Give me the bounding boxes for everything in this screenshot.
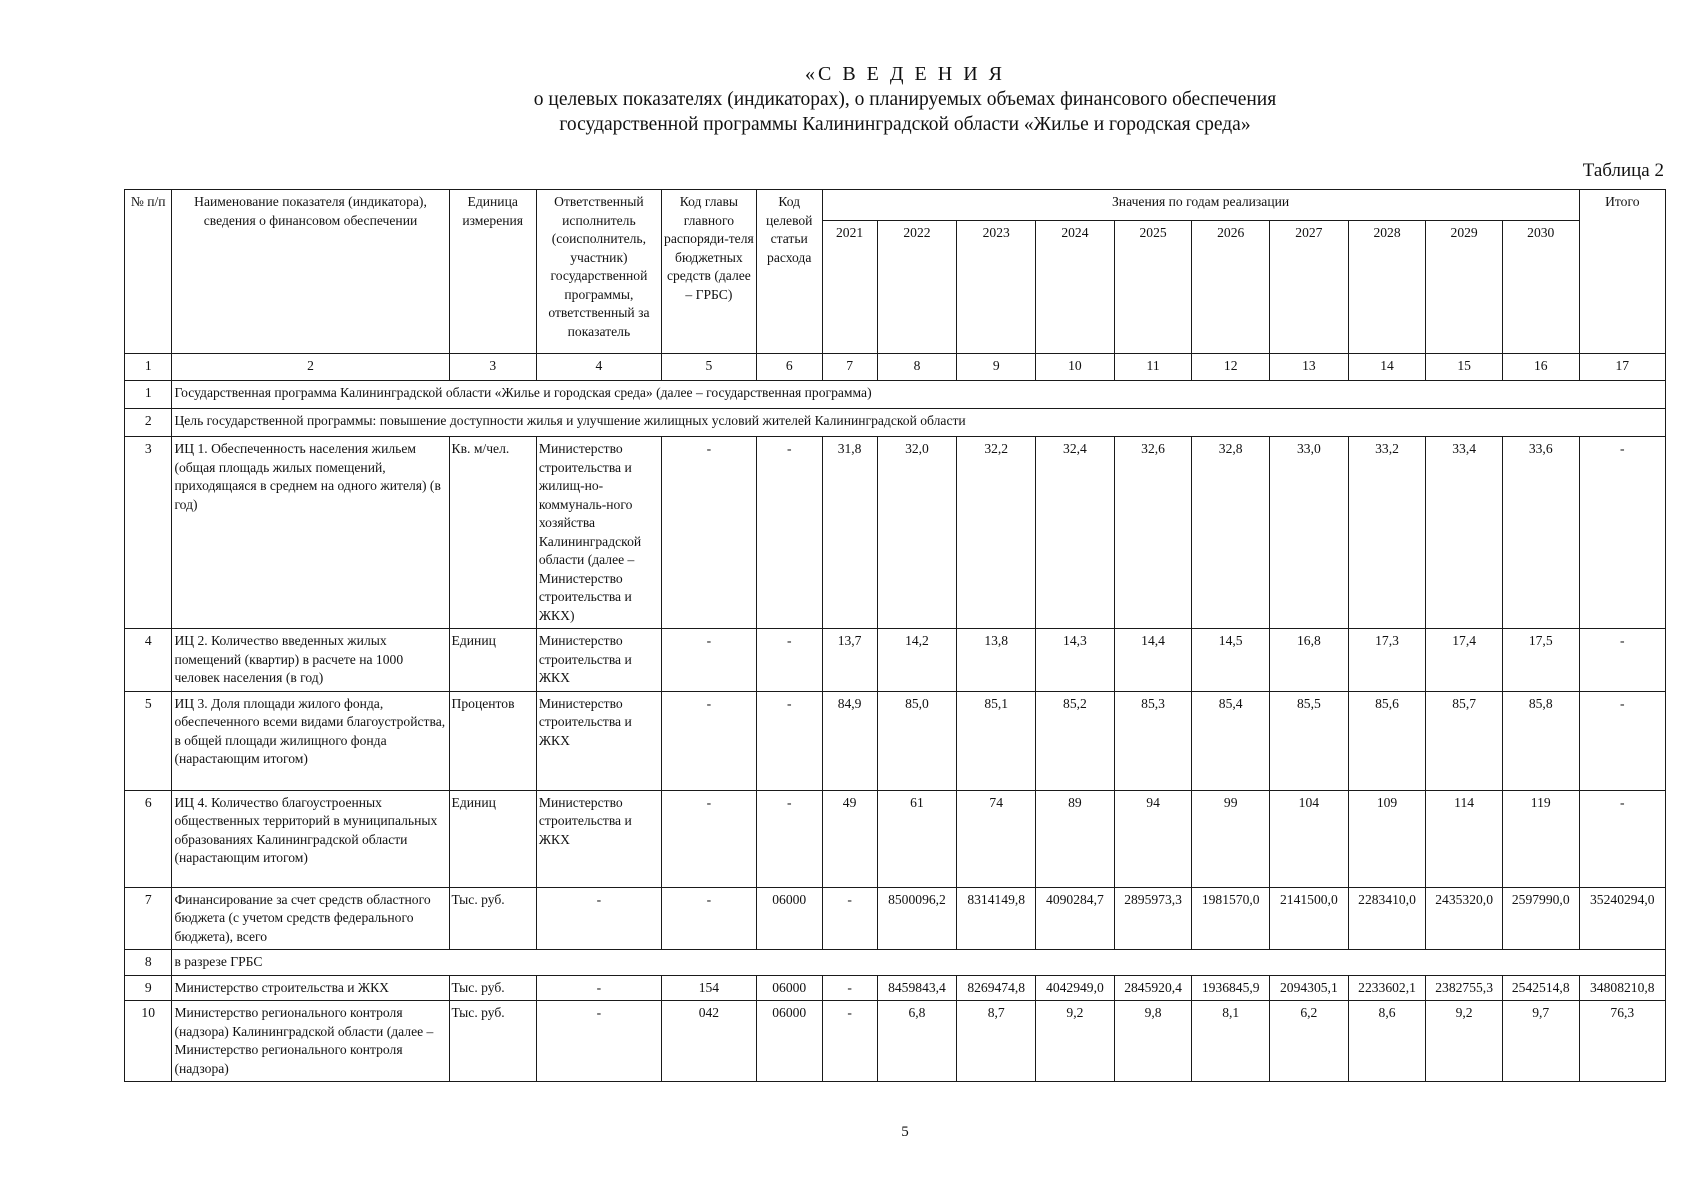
header-year-2025: 2025 (1114, 221, 1192, 354)
year-value: 49 (822, 790, 877, 887)
kcs-code: - (756, 437, 822, 629)
table-row (125, 1001, 1666, 1082)
year-value: 33,6 (1502, 437, 1579, 629)
year-value: 9,8 (1114, 1001, 1192, 1082)
header-years-group: Значения по годам реализации (822, 190, 1579, 221)
header-year-2026: 2026 (1192, 221, 1270, 354)
row-number: 1 (125, 381, 172, 409)
year-value: 119 (1502, 790, 1579, 887)
year-value: 4090284,7 (1036, 887, 1115, 950)
column-number: 5 (661, 354, 756, 381)
grbs-code: - (661, 629, 756, 692)
column-number: 10 (1036, 354, 1115, 381)
column-number: 17 (1579, 354, 1665, 381)
year-value: 2597990,0 (1502, 887, 1579, 950)
kcs-code: 06000 (756, 887, 822, 950)
indicator-name: ИЦ 1. Обеспеченность населения жильем (общая площадь жилых помещений, приходящаяся в среднем на одного жителя) (в год) (172, 437, 449, 629)
year-value: 13,7 (822, 629, 877, 692)
responsible-cell: Министерство строительства и ЖКХ (536, 790, 661, 887)
column-number: 15 (1426, 354, 1503, 381)
header-year-2029: 2029 (1426, 221, 1503, 354)
column-number: 3 (449, 354, 536, 381)
responsible-cell: - (536, 887, 661, 950)
year-value: 2845920,4 (1114, 975, 1192, 1001)
grbs-code: - (661, 437, 756, 629)
kcs-code: - (756, 691, 822, 790)
year-value: - (822, 975, 877, 1001)
year-value: 8459843,4 (877, 975, 957, 1001)
year-value: 2895973,3 (1114, 887, 1192, 950)
year-value: 84,9 (822, 691, 877, 790)
year-value: 1936845,9 (1192, 975, 1270, 1001)
section-heading: Цель государственной программы: повышение доступности жилья и улучшение жилищных условий жителей Калининградской области (172, 409, 1666, 437)
row-number: 5 (125, 691, 172, 790)
year-value: 85,8 (1502, 691, 1579, 790)
row-number: 4 (125, 629, 172, 692)
page-number: 5 (901, 1124, 909, 1140)
column-number: 16 (1502, 354, 1579, 381)
title-line-3: государственной программы Калининградской области «Жилье и городская среда» (559, 114, 1251, 135)
year-value: 17,4 (1426, 629, 1503, 692)
table-row (125, 437, 1666, 629)
year-value: 2283410,0 (1348, 887, 1426, 950)
year-value: 85,0 (877, 691, 957, 790)
header-year-2022: 2022 (877, 221, 957, 354)
year-value: 8269474,8 (957, 975, 1036, 1001)
section-heading: Государственная программа Калининградской области «Жилье и городская среда» (далее – государственная программа) (172, 381, 1666, 409)
grbs-code: 154 (661, 975, 756, 1001)
header-unit: Единица измерения (449, 190, 536, 354)
column-number: 8 (877, 354, 957, 381)
year-value: 2141500,0 (1270, 887, 1349, 950)
header-year-2030: 2030 (1502, 221, 1579, 354)
indicator-name: ИЦ 3. Доля площади жилого фонда, обеспеченного всеми видами благоустройства, в общей площади жилищного фонда (нарастающим итогом) (172, 691, 449, 790)
year-value: 8314149,8 (957, 887, 1036, 950)
year-value: 8,7 (957, 1001, 1036, 1082)
year-value: 32,0 (877, 437, 957, 629)
year-value: 14,3 (1036, 629, 1115, 692)
document-title (0, 62, 1699, 137)
year-value: 74 (957, 790, 1036, 887)
unit-cell: Тыс. руб. (449, 975, 536, 1001)
year-value: 85,7 (1426, 691, 1503, 790)
unit-cell: Тыс. руб. (449, 887, 536, 950)
year-value: 33,0 (1270, 437, 1349, 629)
column-number: 11 (1114, 354, 1192, 381)
title-line-2: о целевых показателях (индикаторах), о планируемых объемах финансового обеспечения (533, 89, 1277, 110)
table-row (125, 950, 1666, 976)
grbs-code: 042 (661, 1001, 756, 1082)
column-number: 4 (536, 354, 661, 381)
header-row-1 (125, 190, 1666, 221)
responsible-cell: - (536, 1001, 661, 1082)
year-value: 32,4 (1036, 437, 1115, 629)
header-name: Наименование показателя (индикатора), сведения о финансовом обеспечении (172, 190, 449, 354)
year-value: 8500096,2 (877, 887, 957, 950)
year-value: 104 (1270, 790, 1349, 887)
year-value: 33,4 (1426, 437, 1503, 629)
total-value: - (1579, 437, 1665, 629)
year-value: 8,6 (1348, 1001, 1426, 1082)
year-value: 14,4 (1114, 629, 1192, 692)
total-value: - (1579, 790, 1665, 887)
total-value: 76,3 (1579, 1001, 1665, 1082)
unit-cell: Кв. м/чел. (449, 437, 536, 629)
header-n: № п/п (125, 190, 172, 354)
total-value: - (1579, 629, 1665, 692)
responsible-cell: Министерство строительства и ЖКХ (536, 691, 661, 790)
indicator-name: ИЦ 2. Количество введенных жилых помещений (квартир) в расчете на 1000 человек населения (в год) (172, 629, 449, 692)
column-number: 2 (172, 354, 449, 381)
header-year-2024: 2024 (1036, 221, 1115, 354)
year-value: 61 (877, 790, 957, 887)
year-value: 2233602,1 (1348, 975, 1426, 1001)
total-value: 35240294,0 (1579, 887, 1665, 950)
responsible-cell: - (536, 975, 661, 1001)
column-number: 12 (1192, 354, 1270, 381)
header-grbs: Код главы главного распоряди-теля бюджетных средств (далее – ГРБС) (661, 190, 756, 354)
indicator-name: Министерство строительства и ЖКХ (172, 975, 449, 1001)
indicator-name: ИЦ 4. Количество благоустроенных общественных территорий в муниципальных образованиях Калининградской области (нарастающим итогом) (172, 790, 449, 887)
unit-cell: Процентов (449, 691, 536, 790)
column-number: 6 (756, 354, 822, 381)
row-number: 8 (125, 950, 172, 976)
year-value: 31,8 (822, 437, 877, 629)
grbs-code: - (661, 691, 756, 790)
year-value: 2094305,1 (1270, 975, 1349, 1001)
column-number: 9 (957, 354, 1036, 381)
title-line-1: «С В Е Д Е Н И Я (805, 63, 1005, 85)
year-value: 109 (1348, 790, 1426, 887)
table-row (125, 629, 1666, 692)
year-value: 2382755,3 (1426, 975, 1503, 1001)
year-value: 9,2 (1426, 1001, 1503, 1082)
year-value: 89 (1036, 790, 1115, 887)
year-value: 99 (1192, 790, 1270, 887)
header-kcs: Код целевой статьи расхода (756, 190, 822, 354)
table-row (125, 691, 1666, 790)
year-value: 85,5 (1270, 691, 1349, 790)
year-value: 9,2 (1036, 1001, 1115, 1082)
header-year-2027: 2027 (1270, 221, 1349, 354)
section-heading: в разрезе ГРБС (172, 950, 1666, 976)
table-row (125, 790, 1666, 887)
year-value: 8,1 (1192, 1001, 1270, 1082)
year-value: - (822, 1001, 877, 1082)
year-value: 2435320,0 (1426, 887, 1503, 950)
year-value: - (822, 887, 877, 950)
kcs-code: - (756, 790, 822, 887)
year-value: 32,6 (1114, 437, 1192, 629)
header-responsible: Ответственный исполнитель (соисполнитель, участник) государственной программы, ответственный за показатель (536, 190, 661, 354)
kcs-code: 06000 (756, 1001, 822, 1082)
indicators-table (124, 189, 1666, 1082)
table-row (125, 409, 1666, 437)
unit-cell: Единиц (449, 629, 536, 692)
year-value: 9,7 (1502, 1001, 1579, 1082)
year-value: 14,2 (877, 629, 957, 692)
year-value: 6,2 (1270, 1001, 1349, 1082)
column-number: 13 (1270, 354, 1349, 381)
year-value: 17,5 (1502, 629, 1579, 692)
row-number: 2 (125, 409, 172, 437)
year-value: 14,5 (1192, 629, 1270, 692)
indicator-name: Финансирование за счет средств областного бюджета (с учетом средств федерального бюджета), всего (172, 887, 449, 950)
unit-cell: Тыс. руб. (449, 1001, 536, 1082)
total-value: 34808210,8 (1579, 975, 1665, 1001)
year-value: 85,3 (1114, 691, 1192, 790)
year-value: 85,4 (1192, 691, 1270, 790)
grbs-code: - (661, 887, 756, 950)
row-number: 9 (125, 975, 172, 1001)
column-number: 14 (1348, 354, 1426, 381)
year-value: 32,8 (1192, 437, 1270, 629)
row-number: 6 (125, 790, 172, 887)
total-value: - (1579, 691, 1665, 790)
header-total: Итого (1579, 190, 1665, 354)
table-row (125, 381, 1666, 409)
year-value: 85,1 (957, 691, 1036, 790)
header-year-2023: 2023 (957, 221, 1036, 354)
year-value: 85,6 (1348, 691, 1426, 790)
year-value: 85,2 (1036, 691, 1115, 790)
row-number: 10 (125, 1001, 172, 1082)
table-row (125, 887, 1666, 950)
year-value: 16,8 (1270, 629, 1349, 692)
indicator-name: Министерство регионального контроля (надзора) Калининградской области (далее – Министерство регионального контроля (надзора) (172, 1001, 449, 1082)
year-value: 2542514,8 (1502, 975, 1579, 1001)
year-value: 17,3 (1348, 629, 1426, 692)
table-label: Таблица 2 (1582, 160, 1664, 181)
year-value: 1981570,0 (1192, 887, 1270, 950)
column-number: 1 (125, 354, 172, 381)
year-value: 33,2 (1348, 437, 1426, 629)
table-row (125, 975, 1666, 1001)
row-number: 3 (125, 437, 172, 629)
responsible-cell: Министерство строительства и ЖКХ (536, 629, 661, 692)
kcs-code: - (756, 629, 822, 692)
year-value: 6,8 (877, 1001, 957, 1082)
year-value: 94 (1114, 790, 1192, 887)
unit-cell: Единиц (449, 790, 536, 887)
row-number: 7 (125, 887, 172, 950)
column-number: 7 (822, 354, 877, 381)
year-value: 4042949,0 (1036, 975, 1115, 1001)
year-value: 13,8 (957, 629, 1036, 692)
responsible-cell: Министерство строительства и жилищ-но-коммуналь-ного хозяйства Калининградской области (далее – Министерство строительства и ЖКХ) (536, 437, 661, 629)
kcs-code: 06000 (756, 975, 822, 1001)
grbs-code: - (661, 790, 756, 887)
year-value: 32,2 (957, 437, 1036, 629)
header-year-2028: 2028 (1348, 221, 1426, 354)
year-value: 114 (1426, 790, 1503, 887)
column-numbers-row (125, 354, 1666, 381)
header-year-2021: 2021 (822, 221, 877, 354)
